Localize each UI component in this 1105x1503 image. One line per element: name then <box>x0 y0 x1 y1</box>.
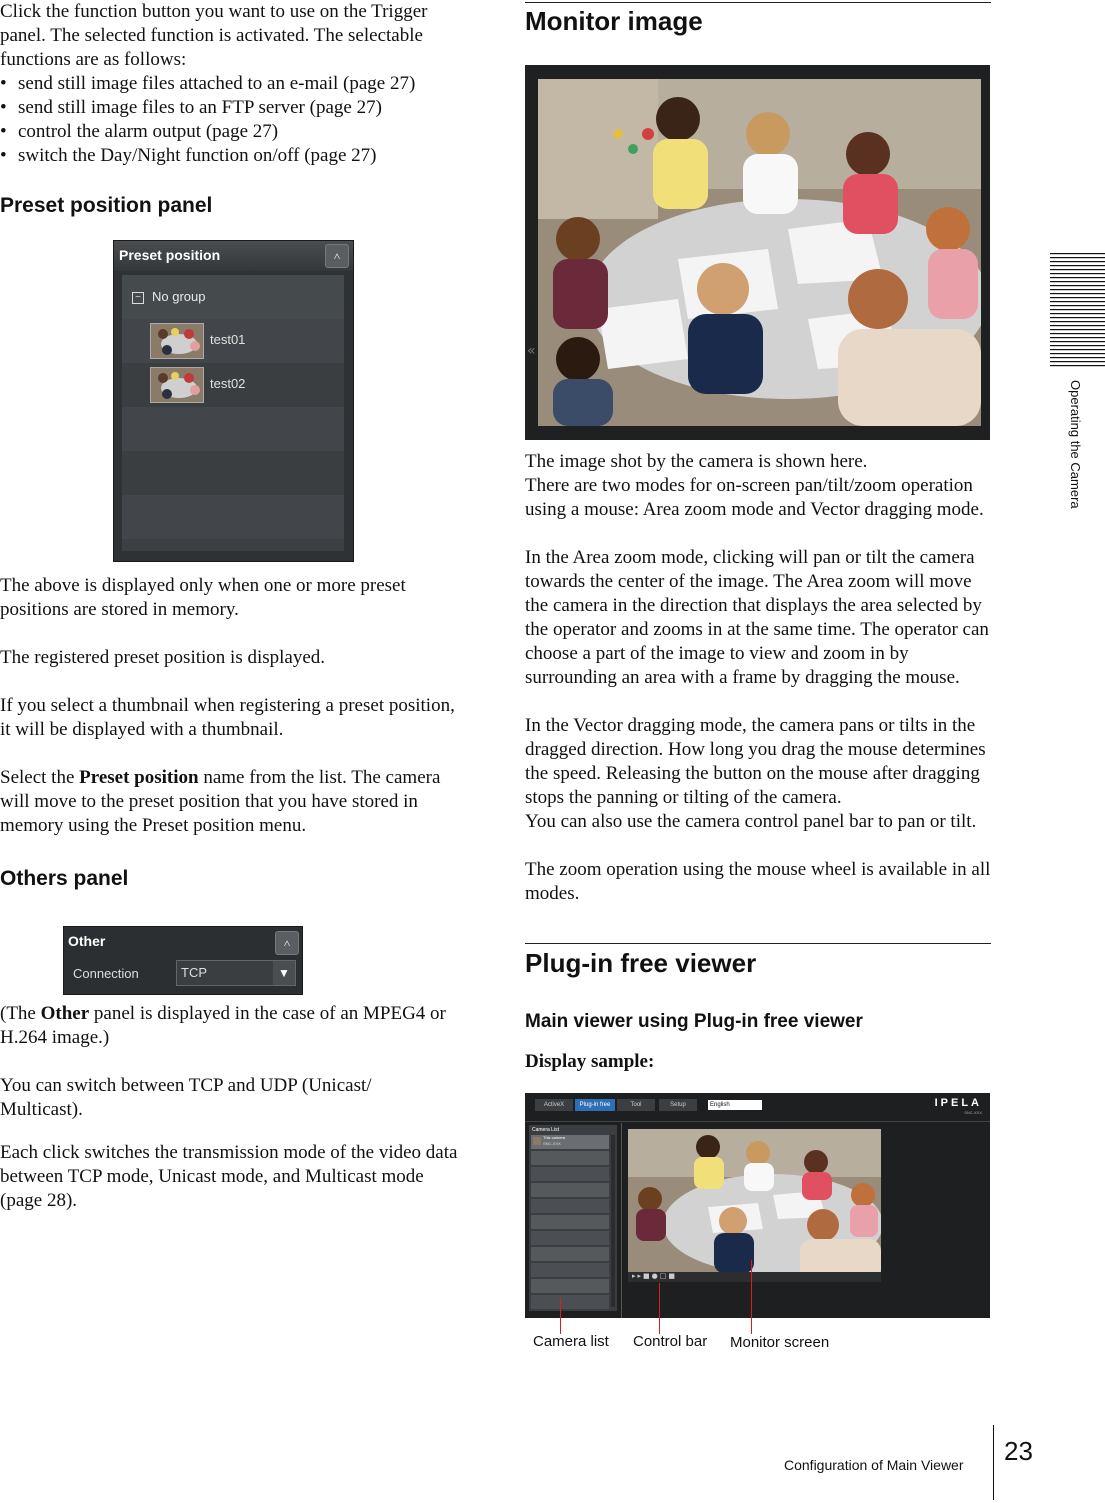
connection-label: Connection <box>73 966 139 981</box>
control-icons[interactable]: ▸▸■●□■ <box>632 1272 677 1280</box>
preset-panel-title: Preset position <box>119 247 221 263</box>
list-item <box>531 1295 609 1309</box>
list-item <box>531 1279 609 1293</box>
preset-paragraph-4 <box>0 766 470 838</box>
footer-section-title: Configuration of Main Viewer <box>784 1457 964 1473</box>
monitor-paragraph-1: The image shot by the camera is shown here. <box>525 451 868 472</box>
list-item <box>531 1247 609 1261</box>
empty-row <box>122 451 344 495</box>
ipela-logo: IPELA <box>934 1097 982 1109</box>
preset-item-label: test02 <box>210 376 246 391</box>
camera-entry-model: SNC-XXX <box>543 1141 561 1146</box>
dropdown-arrow-icon[interactable]: ▼ <box>273 961 295 985</box>
monitor-image-frame <box>525 65 990 440</box>
preset-heading: Preset position panel <box>0 194 213 217</box>
text-run: (The <box>0 1003 41 1024</box>
list-item <box>531 1151 609 1165</box>
callout-line <box>751 1260 752 1334</box>
scrollbar[interactable] <box>611 1135 615 1307</box>
preset-paragraph-3: If you select a thumbnail when registering a preset position, it will be displayed with a thumbnail. <box>0 695 455 740</box>
group-row[interactable] <box>122 275 344 319</box>
other-panel <box>63 926 303 995</box>
section-divider <box>525 2 991 3</box>
others-heading: Others panel <box>0 867 129 890</box>
callout-line <box>560 1298 561 1334</box>
list-item <box>531 1263 609 1277</box>
list-item <box>531 1215 609 1229</box>
preset-paragraph-1: The above is displayed only when one or more preset positions are stored in memory. <box>0 575 406 620</box>
preset-item-test01[interactable] <box>122 319 344 363</box>
list-item <box>531 1199 609 1213</box>
others-paragraph-3: Each click switches the transmission mode of the video data between TCP mode, Unicast mode, and Multicast mode (page 28). <box>0 1142 458 1211</box>
monitor-paragraph-3: In the Area zoom mode, clicking will pan or tilt the camera towards the center of the image. The Area zoom will move the camera in the direction that displays the area selected by the operator and zooms in at the same time. The operator can choose a part of the image to view and zoom in by surrounding an area with a frame by dragging the mouse. <box>525 547 989 688</box>
plugin-viewer-sample <box>525 1093 990 1318</box>
collapse-icon[interactable]: ˄ <box>275 931 299 955</box>
preset-item-label: test01 <box>210 332 246 347</box>
preset-list <box>122 275 344 551</box>
list-item <box>531 1167 609 1181</box>
function-list <box>0 72 470 168</box>
tab-setup[interactable]: Setup <box>659 1099 697 1111</box>
camera-list-title: Camera List <box>532 1127 559 1133</box>
sample-monitor-image[interactable] <box>628 1129 881 1281</box>
toolbar-divider <box>525 1121 990 1122</box>
language-select[interactable]: English <box>708 1100 762 1110</box>
preset-thumbnail <box>150 323 204 359</box>
empty-row <box>122 495 344 539</box>
camera-thumbnail <box>533 1137 541 1145</box>
caption-control-bar: Control bar <box>633 1333 708 1350</box>
caption-camera-list: Camera list <box>533 1333 609 1350</box>
text-run: name from the list. The camera will move to the preset position that you have stored in memory using the Preset position menu. <box>0 767 441 836</box>
list-item: • switch the Day/Night function on/off (page 27) <box>0 144 470 168</box>
callout-line <box>659 1283 660 1334</box>
list-item <box>531 1183 609 1197</box>
connection-value: TCP <box>181 965 207 980</box>
empty-row <box>122 407 344 451</box>
collapse-icon[interactable]: ˄ <box>325 244 349 268</box>
preset-position-panel <box>113 240 354 562</box>
list-item <box>531 1231 609 1245</box>
sidebar-section-label: Operating the Camera <box>1068 380 1083 509</box>
page-number: 23 <box>1004 1436 1033 1466</box>
expand-left-icon[interactable]: « <box>527 343 536 359</box>
display-sample-label: Display sample: <box>525 1051 655 1072</box>
preset-thumbnail <box>150 367 204 403</box>
collapse-group-icon[interactable]: − <box>132 292 144 304</box>
monitor-heading: Monitor image <box>525 6 703 36</box>
footer-divider <box>993 1425 994 1500</box>
camera-entry-name: This camera <box>543 1135 566 1140</box>
group-label: No group <box>152 289 206 304</box>
section-divider <box>525 943 991 944</box>
bold-term: Preset position <box>79 767 199 788</box>
list-item: • send still image files attached to an e-mail (page 27) <box>0 72 470 96</box>
connection-select[interactable] <box>176 960 296 986</box>
tab-activex[interactable]: ActiveX <box>535 1099 573 1111</box>
sample-control-bar[interactable] <box>628 1272 881 1282</box>
preset-paragraph-2: The registered preset position is displayed. <box>0 647 326 668</box>
plugin-heading: Plug-in free viewer <box>525 948 757 978</box>
bold-term: Other <box>40 1003 90 1024</box>
other-panel-title: Other <box>68 933 106 949</box>
pane-divider <box>621 1123 622 1318</box>
preset-item-test02[interactable] <box>122 363 344 407</box>
intro-paragraph: Click the function button you want to use on the Trigger panel. The selected function is activated. The selectable functions are as follows: <box>0 1 428 70</box>
text-run: Select the <box>0 767 80 788</box>
model-name: SNC-XXX <box>964 1110 982 1115</box>
others-paragraph-1 <box>0 1002 470 1050</box>
monitor-paragraph-2: There are two modes for on-screen pan/tilt/zoom operation using a mouse: Area zoom mode and Vector dragging mode. <box>525 475 984 520</box>
text-run: panel is displayed in the case of an MPEG4 or H.264 image.) <box>0 1003 446 1048</box>
camera-list-panel <box>529 1125 617 1311</box>
plugin-subheading: Main viewer using Plug-in free viewer <box>525 1011 863 1032</box>
monitor-paragraph-4: In the Vector dragging mode, the camera pans or tilts in the dragged direction. How long you drag the mouse determines the speed. Releasing the button on the mouse after dragging stops the panning or tilting of the camera. <box>525 715 986 808</box>
others-paragraph-2: You can switch between TCP and UDP (Unicast/ Multicast). <box>0 1075 372 1120</box>
camera-list-item[interactable] <box>531 1135 609 1149</box>
list-item: • send still image files to an FTP server (page 27) <box>0 96 470 120</box>
sidebar-stripes <box>1050 253 1105 367</box>
tab-plugin-free[interactable]: Plug-in free <box>575 1099 615 1111</box>
monitor-paragraph-5: You can also use the camera control panel bar to pan or tilt. <box>525 811 977 832</box>
caption-monitor-screen: Monitor screen <box>730 1334 830 1351</box>
list-item: • control the alarm output (page 27) <box>0 120 470 144</box>
monitor-paragraph-6: The zoom operation using the mouse wheel is available in all modes. <box>525 859 991 904</box>
tab-tool[interactable]: Tool <box>617 1099 655 1111</box>
monitor-image[interactable] <box>538 79 981 426</box>
preset-panel-header <box>114 241 353 271</box>
